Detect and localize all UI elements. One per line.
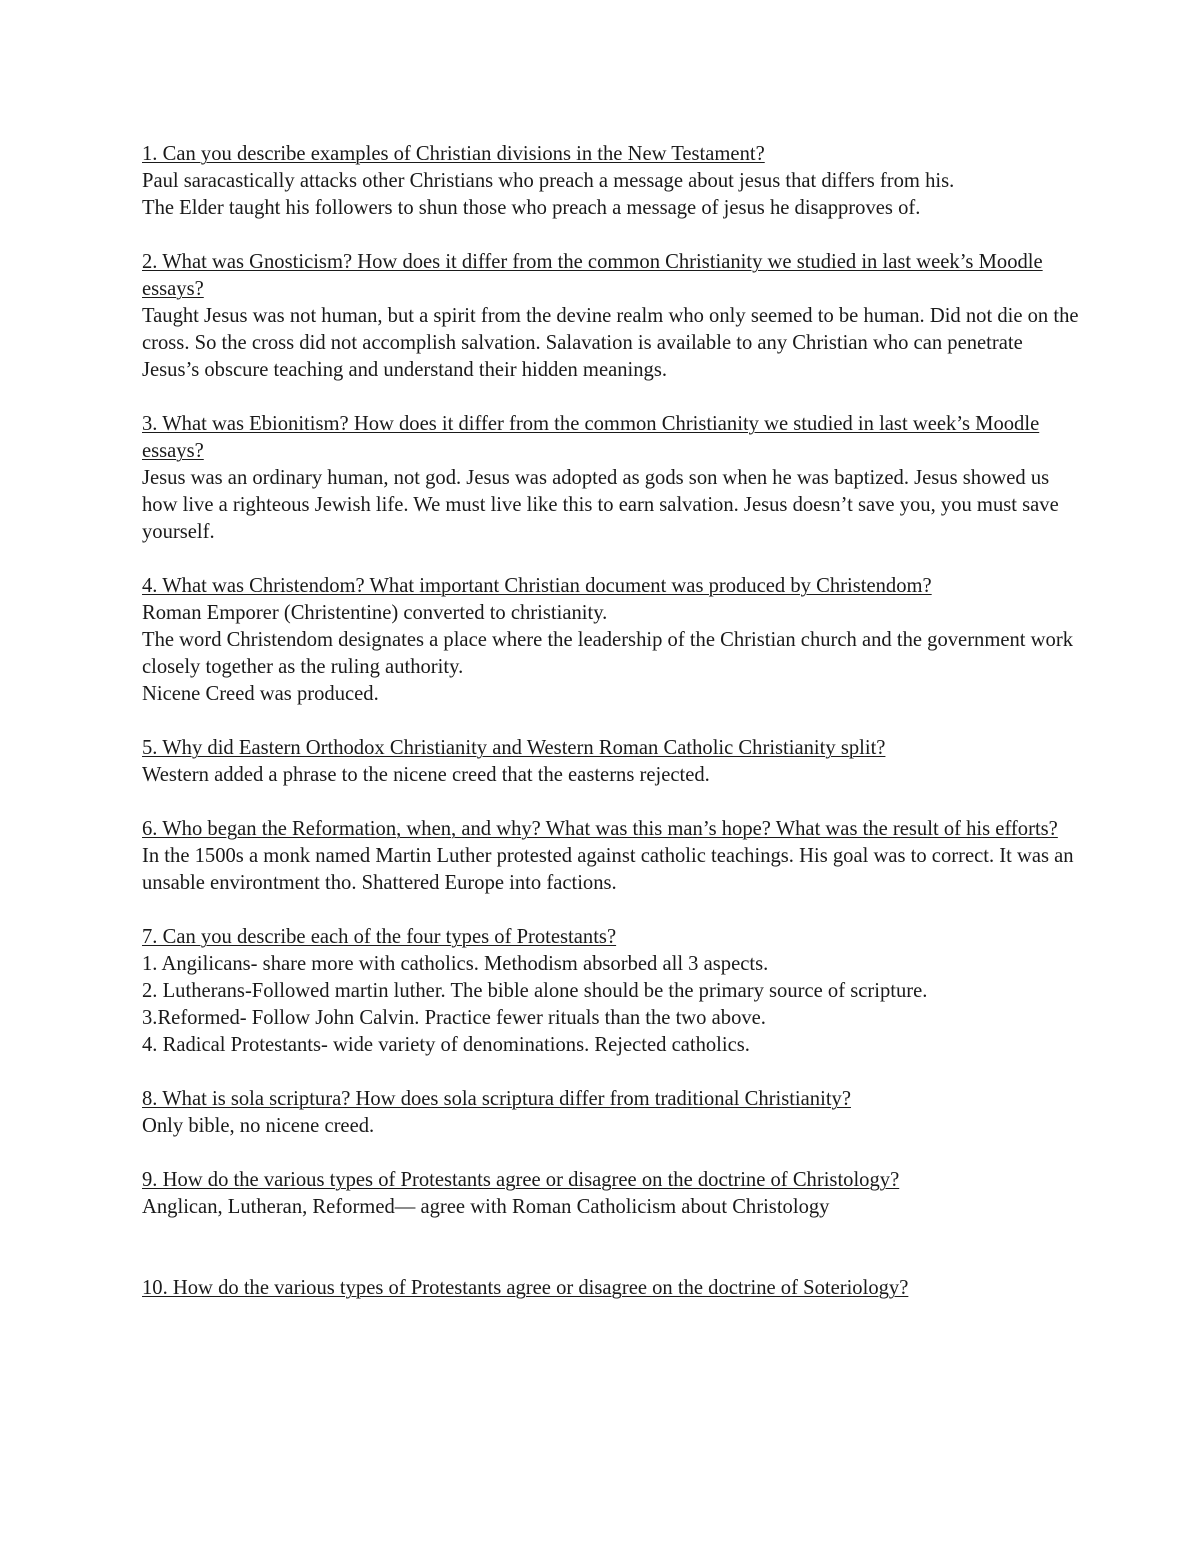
answer-4-line-2: The word Christendom designates a place where the leadership of the Christian church and the government work closely together as the ruling authority. [142, 629, 1074, 678]
answer-4-line-1: Roman Emporer (Christentine) converted to christianity. [142, 602, 608, 624]
answer-7-line-1: 1. Angilicans- share more with catholics. Methodism absorbed all 3 aspects. [142, 953, 769, 975]
answer-7-line-4: 4. Radical Protestants- wide variety of denominations. Rejected catholics. [142, 1034, 750, 1056]
question-5: 5. Why did Eastern Orthodox Christianity and Western Roman Catholic Christianity split? [142, 737, 886, 759]
question-7: 7. Can you describe each of the four types of Protestants? [142, 926, 617, 948]
qa-item-8 [142, 1086, 1082, 1140]
answer-9-line-1: Anglican, Lutheran, Reformed— agree with Roman Catholicism about Christology [142, 1196, 830, 1218]
answer-4-line-3: Nicene Creed was produced. [142, 683, 379, 705]
question-1: 1. Can you describe examples of Christian divisions in the New Testament? [142, 143, 765, 165]
document-page [142, 141, 1082, 1329]
qa-item-2 [142, 249, 1082, 384]
qa-item-3 [142, 411, 1082, 546]
answer-2-line-1: Taught Jesus was not human, but a spirit from the devine realm who only seemed to be human. Did not die on the cross. So the cross did not accomplish salvation. Salavation is available to any Christian who can penetrate Jesus’s obscure teaching and understand their hidden meanings. [142, 305, 1079, 381]
qa-item-10 [142, 1275, 1082, 1302]
question-8: 8. What is sola scriptura? How does sola scriptura differ from traditional Christianity? [142, 1088, 851, 1110]
question-2: 2. What was Gnosticism? How does it differ from the common Christianity we studied in last week’s Moodle essays? [142, 251, 1043, 300]
qa-item-7 [142, 924, 1082, 1059]
question-9: 9. How do the various types of Protestants agree or disagree on the doctrine of Christology? [142, 1169, 900, 1191]
question-3: 3. What was Ebionitism? How does it differ from the common Christianity we studied in last week’s Moodle essays? [142, 413, 1040, 462]
qa-item-4 [142, 573, 1082, 708]
answer-8-line-1: Only bible, no nicene creed. [142, 1115, 375, 1137]
qa-item-1 [142, 141, 1082, 222]
answer-6-line-1: In the 1500s a monk named Martin Luther protested against catholic teachings. His goal was to correct. It was an unsable environtment tho. Shattered Europe into factions. [142, 845, 1074, 894]
qa-item-6 [142, 816, 1082, 897]
answer-1-line-2: The Elder taught his followers to shun those who preach a message of jesus he disapproves of. [142, 197, 921, 219]
qa-item-5 [142, 735, 1082, 789]
answer-7-line-2: 2. Lutherans-Followed martin luther. The bible alone should be the primary source of scripture. [142, 980, 928, 1002]
answer-1-line-1: Paul saracastically attacks other Christians who preach a message about jesus that differs from his. [142, 170, 955, 192]
answer-5-line-1: Western added a phrase to the nicene creed that the easterns rejected. [142, 764, 710, 786]
answer-3-line-1: Jesus was an ordinary human, not god. Jesus was adopted as gods son when he was baptized. Jesus showed us how live a righteous Jewish life. We must live like this to earn salvation. Jesus doesn’t save you, you must save yourself. [142, 467, 1059, 543]
answer-7-line-3: 3.Reformed- Follow John Calvin. Practice fewer rituals than the two above. [142, 1007, 766, 1029]
question-4: 4. What was Christendom? What important Christian document was produced by Christendom? [142, 575, 932, 597]
question-10: 10. How do the various types of Protestants agree or disagree on the doctrine of Soteriology? [142, 1277, 909, 1299]
question-6: 6. Who began the Reformation, when, and why? What was this man’s hope? What was the result of his efforts? [142, 818, 1058, 840]
qa-item-9 [142, 1167, 1082, 1221]
